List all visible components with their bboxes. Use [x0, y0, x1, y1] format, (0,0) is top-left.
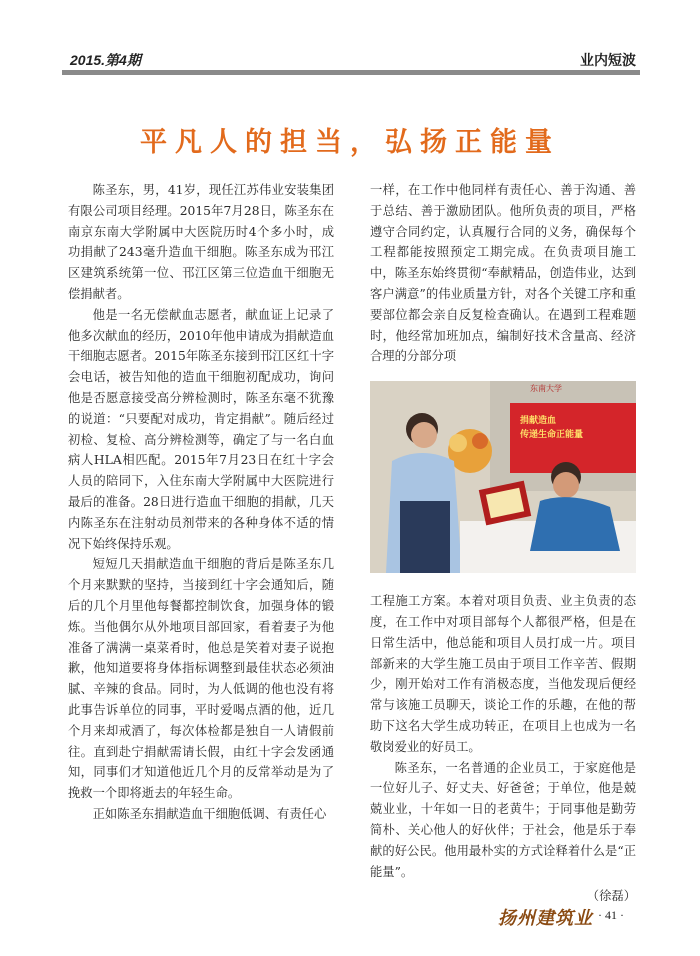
paragraph-work-continued: 一样，在工作中他同样有责任心、善于沟通、善于总结、善于激励团队。他所负责的项目，严格遵守合同约定，认真履行合同的义务，确保每个工程都能按照预定工期完成。在负责项目施工中，陈圣东始终贯彻“奉献精品，创造伟业，达到客户满意”的伟业质量方针，对各个关键工序和重要部位都会亲自反复检查确认。在遇到工程难题时，他经常加班加点，编制好技术含量高、经济合理的分部分项 [370, 183, 636, 364]
issue-label: 2015.第4期 [70, 52, 141, 68]
paragraph-teamwork: 工程施工方案。本着对项目负责、业主负责的态度，在工作中对项目部每个人都很严格，但是在日常生活中，他总能和项目人员打成一片。项目部新来的大学生施工员由于项目工作辛苦、假期少，刚开始对工作有消极态度，当他发现后便经常与该施工员聊天，谈论工作的乐趣，在他的帮助下这名大学生成功转正，在项目上也成为一名敬岗爱业的好员工。 [370, 594, 636, 754]
header-rule [62, 70, 640, 75]
paragraph-intro: 陈圣东，男，41岁，现任江苏伟业安装集团有限公司项目经理。2015年7月28日，陈圣东在南京东南大学附属中大医院历时4个多小时，成功捐献了243毫升造血干细胞。陈圣东成为邗江区建筑系统第一位、邗江区第三位造血干细胞无偿捐献者。 [68, 183, 334, 301]
donation-photo-illustration [370, 381, 636, 573]
paragraph-volunteer: 他是一名无偿献血志愿者，献血证上记录了他多次献血的经历，2010年他申请成为捐献造血干细胞志愿者。2015年陈圣东接到邗江区红十字会电话，被告知他的造血干细胞初配成功，询问他是否愿意接受高分辨检测时，陈圣东毫不犹豫的说道：“只要配对成功，肯定捐献”。随后经过初检、复检、高分辨检测等，确定了与一名白血病人HLA相匹配。2015年7月23日在红十字会人员的陪同下，入住东南大学附属中大医院进行最后的准备。28日进行造血干细胞的捐献，几天内陈圣东在注射动员剂带来的各种身体不适的情况下始终保持乐观。 [68, 307, 334, 551]
banner-line-1: 捐献造血 [520, 416, 557, 427]
article-column-right [370, 180, 636, 907]
donation-photo [370, 381, 636, 573]
article-column-left [68, 180, 334, 825]
paragraph-work-start: 正如陈圣东捐献造血干细胞低调、有责任心 [92, 806, 327, 821]
wall-text: 东南大学 [530, 384, 562, 394]
paragraph-conclusion: 陈圣东，一名普通的企业员工，于家庭他是一位好儿子、好丈夫、好爸爸；于单位，他是兢兢业业，十年如一日的老黄牛；于同事他是勤劳简朴、关心他人的好伙伴；于社会，他是乐于奉献的好公民。他用最朴实的方式诠释着什么是“正能量”。 [370, 760, 636, 879]
section-label: 业内短波 [580, 53, 636, 69]
banner-line-2: 传递生命正能量 [520, 430, 584, 441]
page-number: · 41 · [598, 908, 624, 922]
article-author: （徐磊） [586, 889, 636, 904]
paragraph-persistence: 短短几天捐献造血干细胞的背后是陈圣东几个月来默默的坚持，当接到红十字会通知后，随后的几个月里他每餐都控制饮食，加强身体的锻炼。当他偶尔从外地项目部回家，看着妻子为他准备了满满一桌菜肴时，他总是笑着对妻子说抱歉，他知道要将身体指标调整到最佳状态必须油腻、辛辣的食品。同时，为人低调的他也没有将此事告诉单位的同事，平时爱喝点酒的他，近几个月来却戒酒了，每次体检都是独自一人请假前往。直到赴宁捐献需请长假，由红十字会发函通知，同事们才知道他近几个月的反常举动是为了挽救一个即将逝去的年轻生命。 [68, 557, 334, 801]
magazine-logo: 扬州建筑业 [498, 908, 593, 929]
article-title: 平凡人的担当，弘扬正能量 [140, 127, 560, 158]
